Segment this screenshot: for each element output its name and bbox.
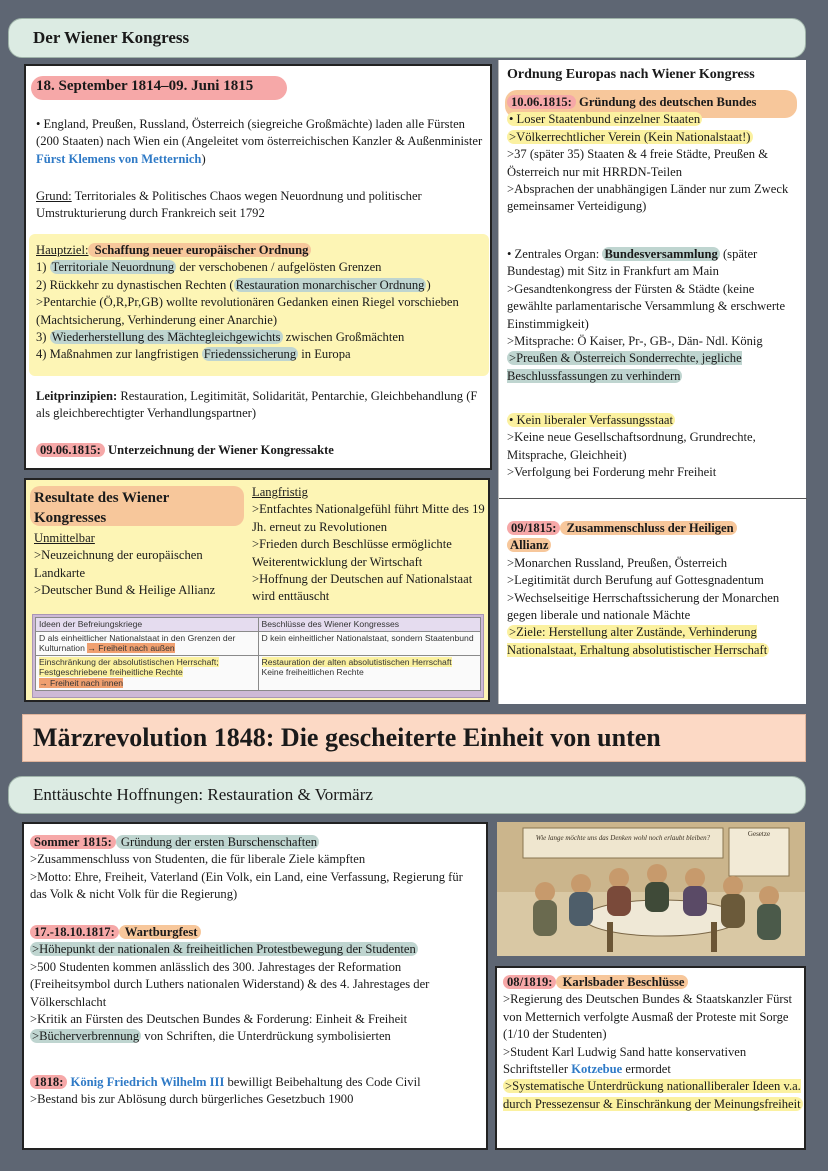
maerzrevolution-title: Märzrevolution 1848: Die gescheiterte Einheit von unten [33,723,661,752]
ordnung-europas-box [498,60,806,704]
intro-paragraph: • England, Preußen, Russland, Österreich (siegreiche Großmächte) laden alle Fürsten (200 Staaten) nach Wien ein (Angeleitet vom österreichischen Kanzler & Außenminister Fürst Klemens von Metternich) [36,117,483,166]
burschenschaften: Sommer 1815: Gründung der ersten Burschenschaften >Zusammenschluss von Studenten, die für liberale Ziele kämpften >Motto: Ehre, Freiheit, Vaterland (Ein Volk, ein Land, eine Verfassung, Regierung für das Volk & nicht Volk für die Regierung) [30,835,463,902]
resultate-box [24,478,490,702]
karlsbad-list: 08/1819: Karlsbader Beschlüsse >Regierung des Deutschen Bundes & Staatskanzler Fürst von Metternich verfolgte Ausmaß der Proteste mit Sorge (1/10 der Studenten) >Student Karl Ludwig Sand hatte konservativen Schriftsteller Kotzebue ermordet >Systematische Unterdrückung nationalliberaler Ideen v.a. durch Pressezensur & Einschränkung der Meinungsfreiheit [503,975,801,1111]
caricature-image [497,822,805,956]
caricature-caption: Wie lange möchte uns das Denken wohl noch erlaubt bleiben? [535,834,711,842]
section-title: Der Wiener Kongress [33,28,190,47]
ordnung-title: Ordnung Europas nach Wiener Kongress [507,67,755,82]
code-civil: 1818: König Friedrich Wilhelm III bewilligt Beibehaltung des Code Civil >Bestand bis zur Ablösung durch bürgerliches Gesetzbuch 1900 [30,1075,421,1107]
wiener-kongress-box [24,64,492,470]
metternich-name: Fürst Klemens von Metternich [36,151,202,166]
table-cell: D kein einheitlicher Nationalstaat, sondern Staatenbund [258,631,481,655]
bund-list: 10.06.1815: Gründung des deutschen Bundes • Loser Staatenbund einzelner Staaten >Völkerrechtlicher Verein (Kein Nationalstaat!) >37 (später 35) Staaten & 4 freie Städte, Preußen & Österreich nur mit HRRDN-Teilen >Absprachen der unabhängigen Länder nur zum Zweck gemeinsamer Verteidigung) [507,95,789,214]
caricature-sign: Gesetze [747,830,771,838]
verfassung-list: • Kein liberaler Verfassungsstaat >Keine neue Gesellschaftsordnung, Grundrechte, Mitsprache, Gleichheit) >Verfolgung bei Forderung mehr Freiheit [507,413,756,480]
section-header-wiener-kongress [8,18,806,58]
leitprinzipien: Leitprinzipien: Restauration, Legitimität, Solidarität, Pentarchie, Gleichbehandlung (F als gleichberechtigter Verhandlungspartner) [36,389,478,421]
vormaerz-box [22,822,488,1150]
maerzrevolution-banner [22,714,806,762]
table-header-left: Ideen der Befreiungskriege [36,618,259,632]
divider [499,498,807,499]
grund-paragraph: Grund: Territoriales & Politisches Chaos wegen Neuordnung und politischer Umstrukturierung durch Frankreich seit 1792 [36,189,422,221]
kongressakte: 09.06.1815: Unterzeichnung der Wiener Kongressakte [36,442,486,459]
table-cell: Restauration der alten absolutistischen Herrschaft Keine freiheitlichen Rechte [258,655,481,690]
section-title: Enttäuschte Hoffnungen: Restauration & Vormärz [33,785,373,804]
karlsbad-box [495,966,806,1150]
table-header-right: Beschlüsse des Wiener Kongresses [258,618,481,632]
wartburgfest: 17.-18.10.1817: Wartburgfest >Höhepunkt der nationalen & freiheitlichen Protestbewegung der Studenten >500 Studenten kommen anlässlich des 300. Jahrestages der Reformation (Freiheitsymbol durch Luthers nationalen Widerstand) & des 4. Jahrestages der Völkerschlacht >Kritik an Fürsten des Deutschen Bundes & Forderung: Einheit & Freiheit >Bücherverbrennung von Schriften, die Unterdrückung symbolisierten [30,925,430,1044]
date-title: 18. September 1814–09. Juni 1815 [36,78,254,94]
caricature-drawing [497,822,805,956]
resultate-title: Resultate des Wiener Kongresses [34,490,169,526]
organ-list: • Zentrales Organ: Bundesversammlung (später Bundestag) mit Sitz in Frankfurt am Main >Gesandtenkongress der Fürsten & Städte (keine gewählte parlamentarische Versammlung & erschwerte Einstimmigkeit) >Mitsprache: Ö Kaiser, Pr-, GB-, Dän- Ndl. König >Preußen & Österreich Sonderrechte, jegliche Beschlussfassungen zu verhindern [507,247,786,383]
hauptziel-list: Hauptziel: Schaffung neuer europäischer Ordnung 1) Territoriale Neuordnung der verschobenen / aufgelösten Grenzen 2) Rückkehr zu dynastischen Rechten ( Restauration monarchischer Ordnung ) >Pentarchie (Ö,R,Pr,GB) wollte revolutionären Gedanken einen Riegel vorschieben (Machtsicherung, Verhinderung einer Anarchie) 3) Wiederherstellung des Mächtegleichgewichts zwischen Großmächten 4) Maßnahmen zur langfristigen Friedenssicherung in Europa [36,243,459,362]
table-cell: Einschränkung der absolutistischen Herrschaft; Festgeschriebene freiheitliche Rechte → Freiheit nach innen [36,655,259,690]
langfristig-list: Langfristig >Entfachtes Nationalgefühl führt Mitte des 19 Jh. erneut zu Revolutionen >Frieden durch Beschlüsse ermöglichte Weiterentwicklung der Wirtschaft >Hoffnung der Deutschen auf Nationalstaat wird enttäuscht [252,485,485,604]
unmittelbar-list: Unmittelbar >Neuzeichnung der europäischen Landkarte >Deutscher Bund & Heilige Allianz [34,531,216,598]
allianz-list: 09/1815: Zusammenschluss der Heiligen Allianz >Monarchen Russland, Preußen, Österreich >Legitimität durch Berufung auf Gottesgnadentum >Wechselseitige Herrschaftssicherung der Monarchen gegen liberale und nationale Mächte >Ziele: Herstellung alter Zustände, Verhinderung Nationalstaat, Erhaltung absolutistischer Herrschaft [507,521,780,657]
table-cell: D als einheitlicher Nationalstaat in den Grenzen der Kulturnation → Freiheit nach außen [36,631,259,655]
comparison-table [32,614,484,698]
section-header-vormaerz [8,776,806,814]
